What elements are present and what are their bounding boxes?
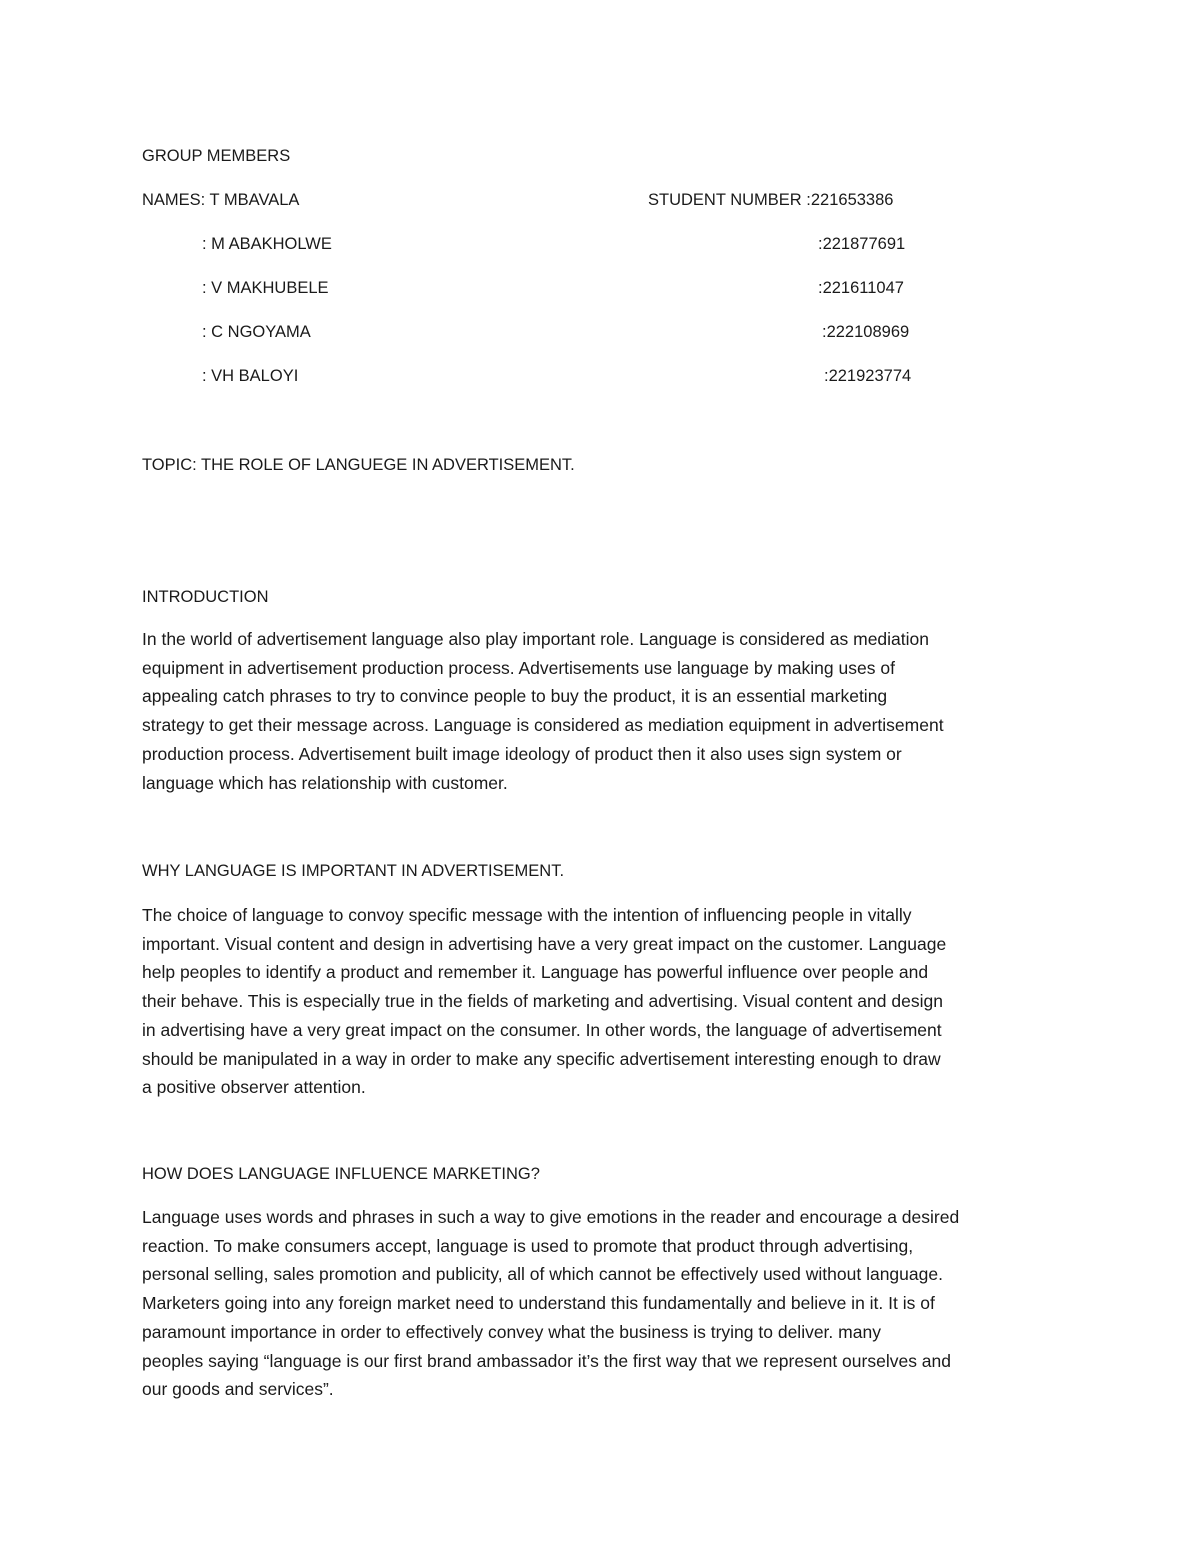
member-number: :221923774 — [824, 367, 912, 385]
text-line: Language uses words and phrases in such a way to give emotions in the reader and encourage a desired — [142, 1207, 960, 1227]
member-number: :222108969 — [822, 323, 910, 341]
text-line: in advertising have a very great impact on the consumer. In other words, the language of advertisement — [142, 1019, 942, 1040]
section-heading-influence-marketing: HOW DOES LANGUAGE INFLUENCE MARKETING? — [142, 1165, 540, 1183]
text-line: help peoples to identify a product and remember it. Language has powerful influence over people and — [142, 962, 929, 983]
text-line: language which has relationship with customer. — [142, 772, 508, 793]
section-body-influence-marketing — [142, 1203, 1067, 1404]
section-body-introduction — [142, 625, 1067, 797]
text-line: should be manipulated in a way in order to make any specific advertisement interesting enough to draw — [142, 1048, 941, 1069]
text-line: paramount importance in order to effectively convey what the business is trying to deliver. many — [142, 1321, 881, 1342]
text-line: personal selling, sales promotion and publicity, all of which cannot be effectively used without language. — [142, 1264, 943, 1285]
topic-line: TOPIC: THE ROLE OF LANGUEGE IN ADVERTISEMENT. — [142, 456, 575, 474]
member-name: : VH BALOYI — [202, 367, 299, 385]
member-number: :221611047 — [818, 279, 904, 297]
text-line: strategy to get their message across. Language is considered as mediation equipment in advertisement — [142, 715, 944, 736]
text-line: The choice of language to convoy specific message with the intention of influencing people in vitally — [142, 905, 912, 925]
text-line: Marketers going into any foreign market need to understand this fundamentally and believe in it. It is of — [142, 1293, 935, 1314]
section-heading-introduction: INTRODUCTION — [142, 588, 269, 606]
member-name: : C NGOYAMA — [202, 323, 311, 341]
text-line: important. Visual content and design in advertising have a very great impact on the customer. Language — [142, 933, 947, 954]
text-line: peoples saying “language is our first brand ambassador it’s the first way that we represent ourselves and — [142, 1350, 951, 1371]
text-line: production process. Advertisement built image ideology of product then it also uses sign system or — [142, 743, 902, 764]
text-line: equipment in advertisement production process. Advertisements use language by making uses of — [142, 657, 895, 678]
text-line: appealing catch phrases to try to convince people to buy the product, it is an essential marketing — [142, 686, 888, 707]
group-members-heading: GROUP MEMBERS — [142, 147, 291, 165]
text-line: their behave. This is especially true in the fields of marketing and advertising. Visual content and design — [142, 991, 943, 1012]
section-heading-why-language: WHY LANGUAGE IS IMPORTANT IN ADVERTISEMENT. — [142, 862, 565, 880]
section-body-why-language — [142, 901, 1067, 1102]
text-line: our goods and services”. — [142, 1379, 334, 1400]
text-line: reaction. To make consumers accept, language is used to promote that product through advertising, — [142, 1235, 914, 1256]
text-line: a positive observer attention. — [142, 1077, 366, 1098]
names-label: NAMES: T MBAVALA — [142, 191, 300, 209]
student-number-label: STUDENT NUMBER :221653386 — [648, 191, 894, 209]
member-name: : M ABAKHOLWE — [202, 235, 332, 253]
member-number: :221877691 — [818, 235, 906, 253]
member-name: : V MAKHUBELE — [202, 279, 329, 297]
text-line: In the world of advertisement language also play important role. Language is considered as mediation — [142, 629, 930, 649]
